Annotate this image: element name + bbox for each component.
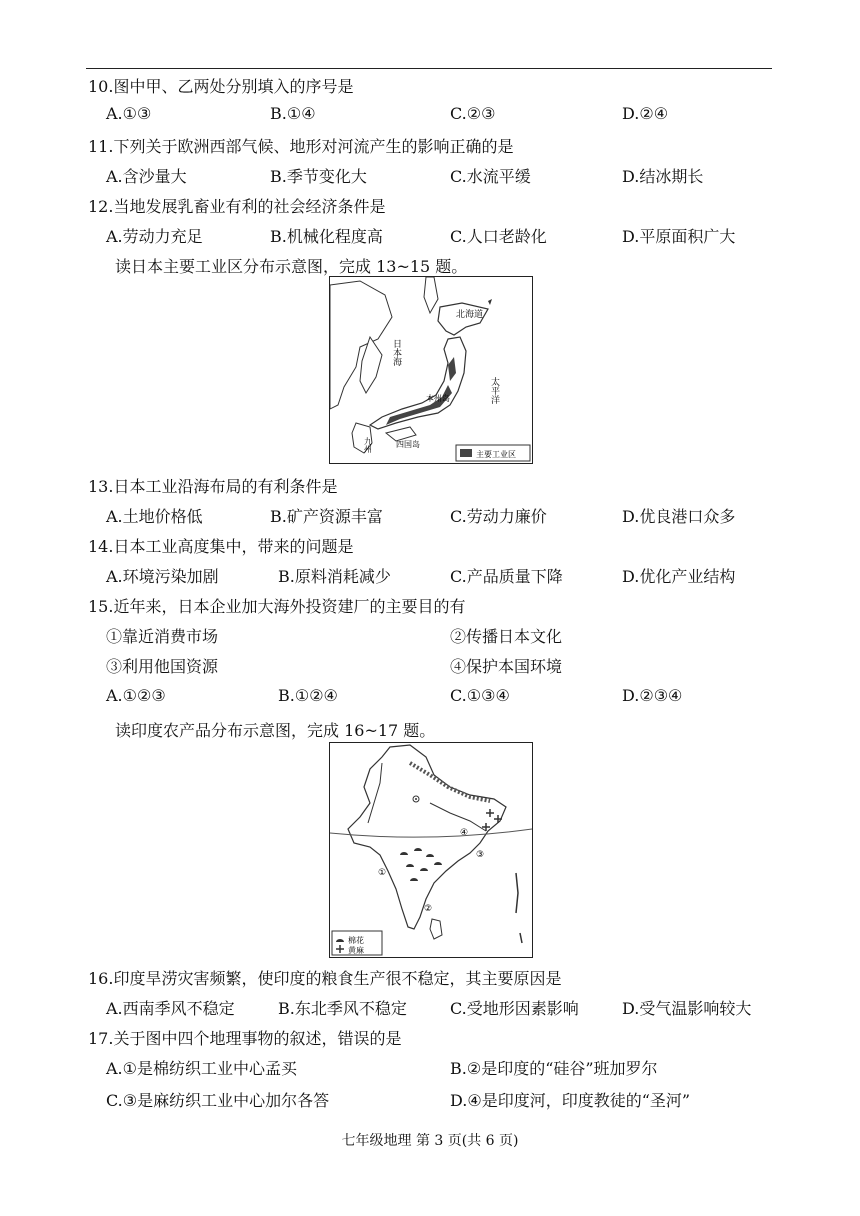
question-10-option-c[interactable]: C.②③ — [450, 104, 496, 123]
marker-2: ② — [424, 904, 433, 914]
legend-jute-label: 黄麻 — [348, 946, 364, 955]
question-16-stem: 16.印度旱涝灾害频繁，使印度的粮食生产很不稳定，其主要原因是 — [88, 969, 562, 988]
header-rule — [86, 68, 772, 69]
label-honshu: 本州岛 — [426, 394, 450, 403]
question-11-option-c[interactable]: C.水流平缓 — [450, 167, 531, 186]
label-kyushu: 九州 — [363, 437, 373, 453]
label-sea-japan: 日本海 — [391, 339, 401, 366]
question-12-stem: 12.当地发展乳畜业有利的社会经济条件是 — [88, 197, 386, 216]
question-11-option-d[interactable]: D.结冰期长 — [622, 167, 704, 186]
question-16-option-b[interactable]: B.东北季风不稳定 — [278, 999, 407, 1018]
question-17-option-a[interactable]: A.①是棉纺织工业中心孟买 — [106, 1059, 297, 1078]
question-11-stem: 11.下列关于欧洲西部气候、地形对河流产生的影响正确的是 — [88, 137, 514, 156]
label-hokkaido: 北海道 — [456, 310, 484, 320]
question-10-option-a[interactable]: A.①③ — [106, 104, 152, 123]
label-shikoku: 四国岛 — [396, 440, 420, 449]
page-footer: 七年级地理 第 3 页(共 6 页) — [341, 1133, 519, 1149]
question-15-item-2: ②传播日本文化 — [450, 627, 563, 646]
question-12-option-d[interactable]: D.平原面积广大 — [622, 227, 736, 246]
intro-japan: 读日本主要工业区分布示意图，完成 13~15 题。 — [115, 257, 468, 276]
question-13-option-a[interactable]: A.土地价格低 — [106, 507, 203, 526]
question-14-option-b[interactable]: B.原料消耗减少 — [278, 567, 391, 586]
marker-4: ④ — [460, 828, 469, 838]
question-15-option-b[interactable]: B.①②④ — [278, 686, 338, 705]
question-12-option-a[interactable]: A.劳动力充足 — [106, 227, 203, 246]
question-13-option-c[interactable]: C.劳动力廉价 — [450, 507, 547, 526]
question-15-option-c[interactable]: C.①③④ — [450, 686, 510, 705]
question-12-option-b[interactable]: B.机械化程度高 — [270, 227, 383, 246]
legend-cotton-label: 棉花 — [348, 936, 364, 945]
question-16-option-a[interactable]: A.西南季风不稳定 — [106, 999, 235, 1018]
question-14-option-c[interactable]: C.产品质量下降 — [450, 567, 563, 586]
question-14-option-d[interactable]: D.优化产业结构 — [622, 567, 736, 586]
question-10-option-d[interactable]: D.②④ — [622, 104, 669, 123]
japan-map — [329, 276, 533, 464]
question-17-option-b[interactable]: B.②是印度的“硅谷”班加罗尔 — [450, 1059, 658, 1078]
question-16-option-d[interactable]: D.受气温影响较大 — [622, 999, 752, 1018]
question-15-stem: 15.近年来，日本企业加大海外投资建厂的主要目的有 — [88, 597, 466, 616]
label-pacific: 太平洋 — [489, 377, 499, 404]
question-15-item-3: ③利用他国资源 — [106, 657, 219, 676]
question-16-option-c[interactable]: C.受地形因素影响 — [450, 999, 579, 1018]
intro-india: 读印度农产品分布示意图，完成 16~17 题。 — [115, 721, 436, 740]
question-13-option-d[interactable]: D.优良港口众多 — [622, 507, 736, 526]
question-15-option-a[interactable]: A.①②③ — [106, 686, 166, 705]
question-11-option-a[interactable]: A.含沙量大 — [106, 167, 187, 186]
question-13-option-b[interactable]: B.矿产资源丰富 — [270, 507, 383, 526]
question-13-stem: 13.日本工业沿海布局的有利条件是 — [88, 477, 338, 496]
india-map — [329, 742, 533, 958]
question-17-option-d[interactable]: D.④是印度河，印度教徒的“圣河” — [450, 1091, 691, 1110]
legend-industrial-swatch — [460, 449, 472, 457]
question-10-stem: 10.图中甲、乙两处分别填入的序号是 — [88, 77, 354, 96]
question-15-option-d[interactable]: D.②③④ — [622, 686, 683, 705]
question-12-option-c[interactable]: C.人口老龄化 — [450, 227, 547, 246]
question-15-item-4: ④保护本国环境 — [450, 657, 563, 676]
question-11-option-b[interactable]: B.季节变化大 — [270, 167, 367, 186]
marker-3: ③ — [476, 850, 485, 860]
question-17-stem: 17.关于图中四个地理事物的叙述，错误的是 — [88, 1029, 402, 1048]
marker-1: ① — [378, 868, 387, 878]
question-14-option-a[interactable]: A.环境污染加剧 — [106, 567, 219, 586]
legend-industrial-label: 主要工业区 — [476, 450, 516, 459]
question-17-option-c[interactable]: C.③是麻纺织工业中心加尔各答 — [106, 1091, 330, 1110]
question-14-stem: 14.日本工业高度集中，带来的问题是 — [88, 537, 354, 556]
question-10-option-b[interactable]: B.①④ — [270, 104, 316, 123]
question-15-item-1: ①靠近消费市场 — [106, 627, 219, 646]
